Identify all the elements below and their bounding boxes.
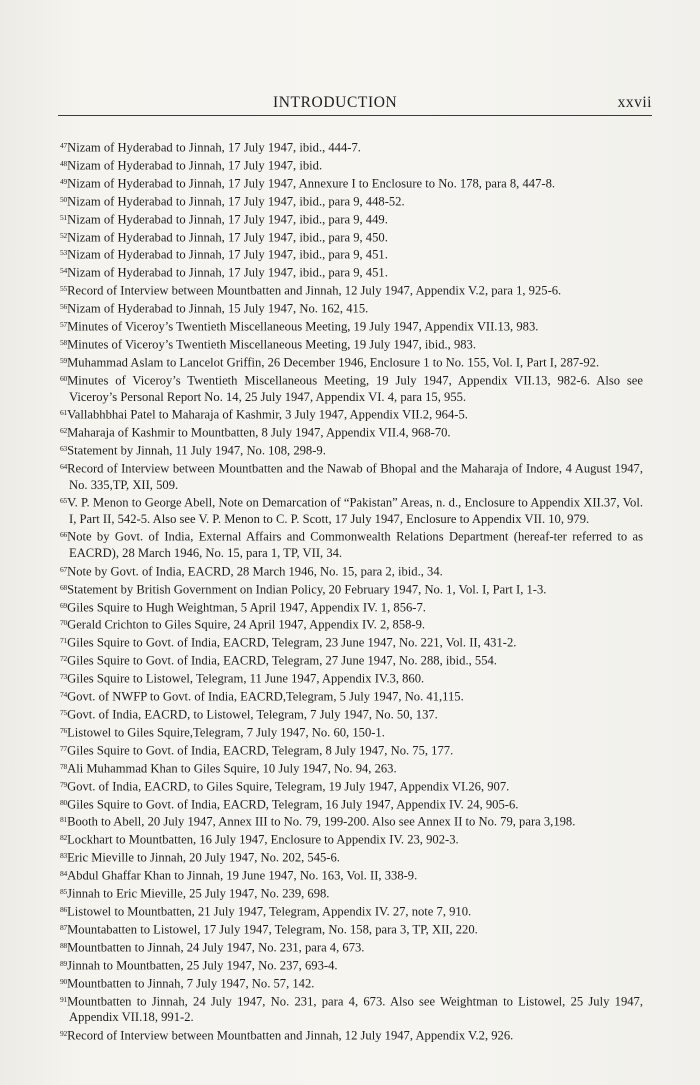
endnote <box>60 705 643 723</box>
endnote-number: 79 <box>60 779 68 789</box>
endnote <box>60 580 643 598</box>
endnote-number: 67 <box>60 564 68 574</box>
endnote-text: Lockhart to Mountbatten, 16 July 1947, Enclosure to Appendix IV. 23, 902-3. <box>67 832 459 847</box>
endnote <box>60 299 643 317</box>
endnote-number: 48 <box>60 158 68 168</box>
endnote-number: 90 <box>60 976 68 986</box>
endnote <box>60 228 643 246</box>
endnote-number: 60 <box>60 373 68 383</box>
endnote <box>60 405 643 423</box>
endnote-text: Govt. of NWFP to Govt. of India, EACRD,Telegram, 5 July 1947, No. 41,115. <box>67 689 464 704</box>
endnote-text: Nizam of Hyderabad to Jinnah, 17 July 1947, ibid., para 9, 451. <box>67 247 388 262</box>
endnote-number: 75 <box>60 708 68 717</box>
endnote-text: Listowel to Giles Squire,Telegram, 7 July 1947, No. 60, 150-1. <box>67 725 385 740</box>
endnote-number: 72 <box>60 654 68 664</box>
endnote-number: 56 <box>60 302 68 312</box>
endnote-number: 87 <box>60 922 68 932</box>
endnote-text: Nizam of Hyderabad to Jinnah, 17 July 1947, ibid., para 9, 448-52. <box>67 194 405 209</box>
endnote <box>60 956 643 974</box>
endnote-text: Minutes of Viceroy’s Twentieth Miscellaneous Meeting, 19 July 1947, Appendix VII.13, 982-6. Also see Viceroy’s Personal Report No. 14, 25 July 1947, Appendix VI. 4, para 15, 955. <box>67 373 643 404</box>
endnote-text: Govt. of India, EACRD, to Listowel, Telegram, 7 July 1947, No. 50, 137. <box>67 707 438 722</box>
endnote-number: 73 <box>60 672 68 682</box>
endnote <box>60 651 643 669</box>
endnotes-list <box>60 138 643 1044</box>
endnote-text: Nizam of Hyderabad to Jinnah, 17 July 1947, ibid., para 9, 451. <box>67 265 388 280</box>
endnote-number: 88 <box>60 940 68 950</box>
endnote-number: 62 <box>60 426 68 435</box>
endnote-text: Nizam of Hyderabad to Jinnah, 17 July 1947, Annexure I to Enclosure to No. 178, para 8, 447-8. <box>67 176 556 191</box>
endnote-text: Vallabhbhai Patel to Maharaja of Kashmir, 3 July 1947, Appendix VII.2, 964-5. <box>67 407 468 422</box>
endnote <box>60 493 643 527</box>
endnote-text: Nizam of Hyderabad to Jinnah, 17 July 1947, ibid., para 9, 449. <box>67 212 388 227</box>
endnote-number: 76 <box>60 725 68 735</box>
endnote-text: Giles Squire to Hugh Weightman, 5 April 1947, Appendix IV. 1, 856-7. <box>67 600 426 615</box>
endnote-number: 59 <box>60 355 68 365</box>
endnote <box>60 527 643 561</box>
endnote <box>60 884 643 902</box>
endnote-text: Nizam of Hyderabad to Jinnah, 17 July 1947, ibid. <box>67 158 323 173</box>
endnote <box>60 562 643 580</box>
endnote-number: 92 <box>60 1028 68 1038</box>
endnote <box>60 633 643 651</box>
endnote <box>60 992 643 1026</box>
endnote <box>60 795 643 813</box>
endnote <box>60 902 643 920</box>
endnote-text: Record of Interview between Mountbatten and Jinnah, 12 July 1947, Appendix V.2, 926. <box>67 1028 514 1043</box>
endnote-number: 57 <box>60 320 68 330</box>
endnote-number: 71 <box>60 636 68 646</box>
endnote <box>60 156 643 174</box>
endnote <box>60 459 643 493</box>
endnote-number: 65 <box>60 496 68 506</box>
endnote-text: Mountbatten to Jinnah, 24 July 1947, No. 231, para 4, 673. <box>67 940 365 955</box>
endnote <box>60 615 643 633</box>
endnote-number: 66 <box>60 530 68 540</box>
endnote-text: Statement by British Government on Indian Policy, 20 February 1947, No. 1, Vol. I, Part I, 1-3. <box>67 582 547 597</box>
endnote-number: 63 <box>60 443 68 453</box>
header-rule <box>58 115 652 116</box>
endnote <box>60 830 643 848</box>
endnote <box>60 974 643 992</box>
endnote-text: Giles Squire to Govt. of India, EACRD, Telegram, 27 June 1947, No. 288, ibid., 554. <box>67 653 497 668</box>
running-header <box>58 92 652 118</box>
endnote-text: Mountbatten to Jinnah, 7 July 1947, No. 57, 142. <box>67 976 315 991</box>
endnote <box>60 669 643 687</box>
endnote-number: 69 <box>60 600 68 610</box>
endnote-text: Record of Interview between Mountbatten and the Nawab of Bhopal and the Maharaja of Indore, 4 August 1947, No. 335,TP, XII, 509. <box>67 461 643 492</box>
endnote-number: 74 <box>60 690 68 700</box>
endnote-text: Mountbatten to Jinnah, 24 July 1947, No. 231, para 4, 673. Also see Weightman to Listowel, 25 July 1947, Appendix VII.18, 991-2. <box>67 994 643 1025</box>
endnote <box>60 353 643 371</box>
endnote-text: Muhammad Aslam to Lancelot Griffin, 26 December 1946, Enclosure 1 to No. 155, Vol. I, Part I, 287-92. <box>67 355 600 370</box>
endnote-number: 84 <box>60 869 68 879</box>
endnote <box>60 741 643 759</box>
endnote <box>60 723 643 741</box>
endnote-text: Nizam of Hyderabad to Jinnah, 15 July 1947, No. 162, 415. <box>67 301 369 316</box>
endnote <box>60 281 643 299</box>
endnote <box>60 263 643 281</box>
endnote-text: Note by Govt. of India, External Affairs and Commonwealth Relations Department (hereaf-ter referred to as EACRD), 28 March 1946, No. 15, para 1, TP, VII, 34. <box>67 529 643 561</box>
endnote-text: Listowel to Mountbatten, 21 July 1947, Telegram, Appendix IV. 27, note 7, 910. <box>67 904 472 919</box>
endnote-text: Maharaja of Kashmir to Mountbatten, 8 July 1947, Appendix VII.4, 968-70. <box>67 425 451 440</box>
endnote <box>60 423 643 441</box>
endnote-text: Statement by Jinnah, 11 July 1947, No. 108, 298-9. <box>67 443 326 458</box>
endnote-number: 80 <box>60 797 68 807</box>
endnote <box>60 920 643 938</box>
endnote-text: Ali Muhammad Khan to Giles Squire, 10 July 1947, No. 94, 263. <box>67 761 397 776</box>
endnote-number: 78 <box>60 761 68 771</box>
endnote <box>60 441 643 459</box>
endnote <box>60 335 643 353</box>
endnote-number: 91 <box>60 994 68 1004</box>
endnote-text: Giles Squire to Govt. of India, EACRD, Telegram, 16 July 1947, Appendix IV. 24, 905-6. <box>67 797 519 812</box>
endnote-number: 54 <box>60 266 68 276</box>
endnote <box>60 759 643 777</box>
endnote-number: 86 <box>60 904 68 914</box>
endnote-text: Abdul Ghaffar Khan to Jinnah, 19 June 1947, No. 163, Vol. II, 338-9. <box>67 868 418 883</box>
endnote-number: 81 <box>60 815 68 825</box>
endnote-number: 51 <box>60 212 68 222</box>
endnote-number: 47 <box>60 141 68 150</box>
endnote-text: Gerald Crichton to Giles Squire, 24 April 1947, Appendix IV. 2, 858-9. <box>67 617 426 632</box>
endnote-text: Booth to Abell, 20 July 1947, Annex III to No. 79, 199-200. Also see Annex II to No. 79, para 3,198. <box>67 814 576 829</box>
endnote-text: Minutes of Viceroy’s Twentieth Miscellaneous Meeting, 19 July 1947, ibid., 983. <box>67 337 477 352</box>
endnote-number: 70 <box>60 618 68 628</box>
endnote-text: Mountabatten to Listowel, 17 July 1947, Telegram, No. 158, para 3, TP, XII, 220. <box>67 922 478 937</box>
endnote-number: 49 <box>60 176 68 186</box>
endnote-number: 89 <box>60 958 68 968</box>
endnote-text: Giles Squire to Listowel, Telegram, 11 June 1947, Appendix IV.3, 860. <box>67 671 425 686</box>
endnote <box>60 777 643 795</box>
endnote-text: Jinnah to Eric Mieville, 25 July 1947, No. 239, 698. <box>67 886 330 901</box>
endnote-number: 53 <box>60 248 68 258</box>
endnote-number: 52 <box>60 230 68 240</box>
endnote <box>60 848 643 866</box>
endnote-text: Minutes of Viceroy’s Twentieth Miscellaneous Meeting, 19 July 1947, Appendix VII.13, 983. <box>67 319 539 334</box>
endnote <box>60 210 643 228</box>
endnote-number: 82 <box>60 833 68 843</box>
endnote-text: Jinnah to Mountbatten, 25 July 1947, No. 237, 693-4. <box>67 958 338 973</box>
endnote <box>60 938 643 956</box>
endnote-number: 83 <box>60 851 68 861</box>
endnote-text: Nizam of Hyderabad to Jinnah, 17 July 1947, ibid., 444-7. <box>67 140 361 155</box>
endnote-number: 85 <box>60 887 68 897</box>
endnote <box>60 371 643 405</box>
endnote-text: V. P. Menon to George Abell, Note on Demarcation of “Pakistan” Areas, n. d., Enclosure to Appendix XII.37, Vol. I, Part II, 542-5. Also see V. P. Menon to C. P. Scott, 17 July 1947, Enclosure to Appendix VII. 10, 979. <box>67 495 643 527</box>
endnote <box>60 598 643 616</box>
endnote-text: Note by Govt. of India, EACRD, 28 March 1946, No. 15, para 2, ibid., 34. <box>67 564 443 579</box>
endnote <box>60 812 643 830</box>
endnote <box>60 1026 643 1044</box>
endnote-number: 77 <box>60 743 68 753</box>
endnote <box>60 687 643 705</box>
endnote-number: 68 <box>60 582 68 592</box>
page-number: xxvii <box>617 94 652 111</box>
endnote-number: 55 <box>60 284 68 294</box>
endnote-number: 61 <box>60 408 68 418</box>
endnote <box>60 317 643 335</box>
endnote <box>60 174 643 192</box>
endnote-text: Eric Mieville to Jinnah, 20 July 1947, No. 202, 545-6. <box>67 850 340 865</box>
endnote-text: Record of Interview between Mountbatten and Jinnah, 12 July 1947, Appendix V.2, para 1, 925-6. <box>67 283 562 298</box>
endnote <box>60 866 643 884</box>
endnote <box>60 245 643 263</box>
endnote <box>60 138 643 156</box>
endnote-number: 64 <box>60 461 68 471</box>
endnote-text: Giles Squire to Govt. of India, EACRD, Telegram, 23 June 1947, No. 221, Vol. II, 431-2. <box>67 635 517 650</box>
endnote-text: Nizam of Hyderabad to Jinnah, 17 July 1947, ibid., para 9, 450. <box>67 230 388 245</box>
endnote <box>60 192 643 210</box>
endnote-number: 58 <box>60 337 68 347</box>
endnote-text: Giles Squire to Govt. of India, EACRD, Telegram, 8 July 1947, No. 75, 177. <box>67 743 454 758</box>
section-title: INTRODUCTION <box>273 94 398 111</box>
endnote-text: Govt. of India, EACRD, to Giles Squire, Telegram, 19 July 1947, Appendix VI.26, 907. <box>67 779 510 794</box>
endnote-number: 50 <box>60 194 68 204</box>
